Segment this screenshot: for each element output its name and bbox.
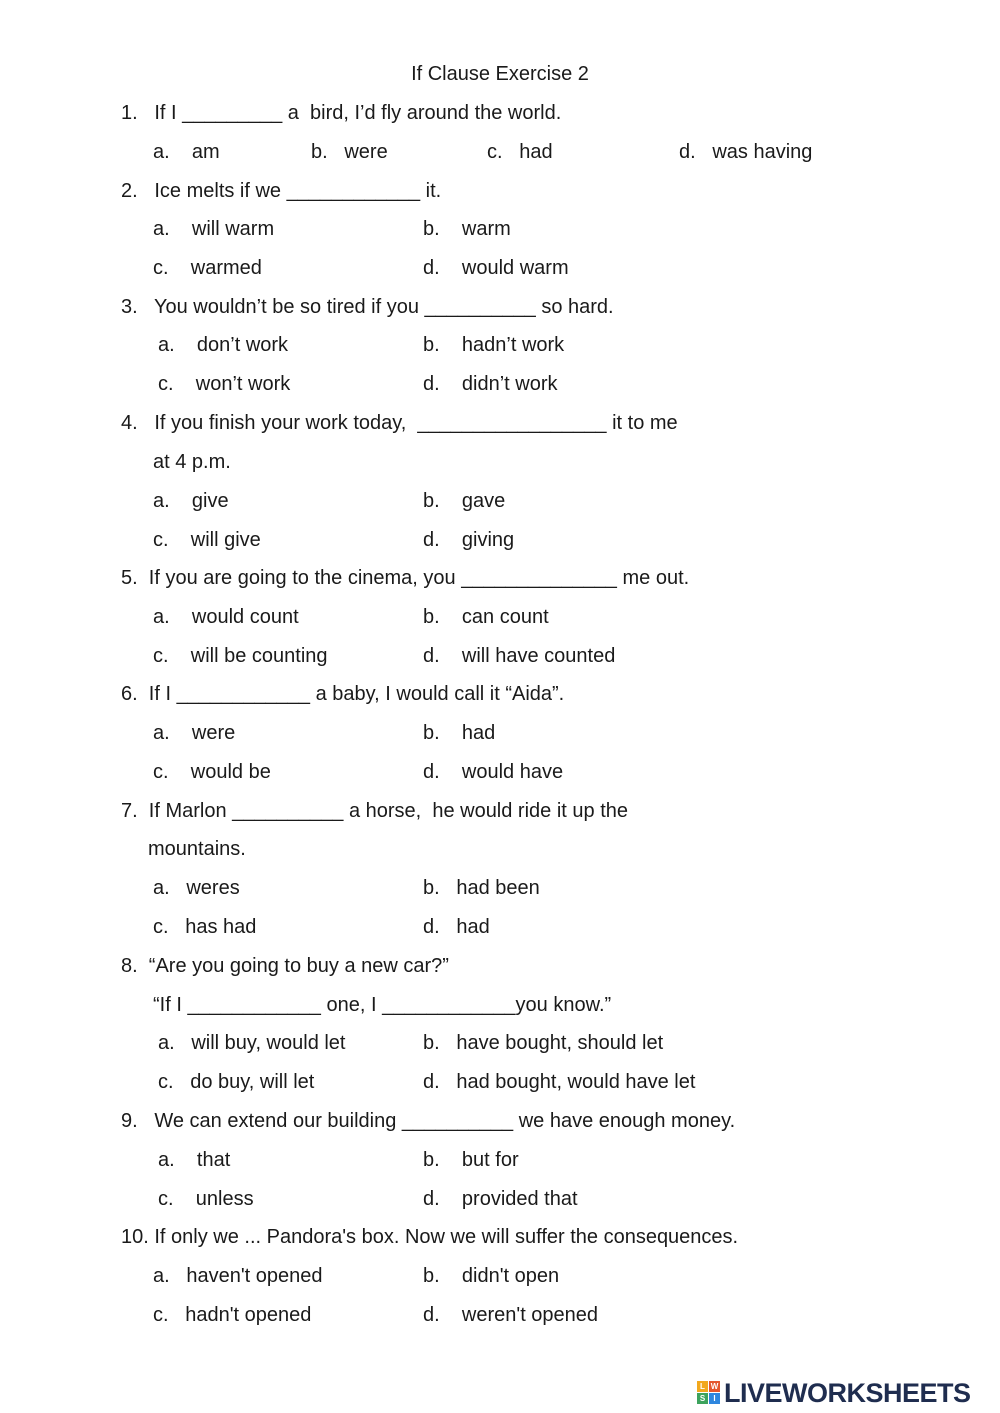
question-2: 2. Ice melts if we ____________ it.	[121, 180, 442, 202]
q6-option-d[interactable]: d. would have	[423, 761, 564, 783]
logo-mark-icon	[697, 1381, 721, 1405]
q6-option-b[interactable]: b. had	[423, 722, 496, 744]
q5-option-b[interactable]: b. can count	[423, 606, 549, 628]
q10-option-c[interactable]: c. hadn't opened	[153, 1304, 312, 1326]
q6-option-c[interactable]: c. would be	[153, 761, 271, 783]
question-7-continuation: mountains.	[148, 838, 246, 860]
q7-option-d[interactable]: d. had	[423, 916, 490, 938]
q3-option-c[interactable]: c. won’t work	[158, 373, 291, 395]
q1-option-c[interactable]: c. had	[487, 141, 553, 163]
page-title: If Clause Exercise 2	[411, 63, 589, 85]
question-4-continuation: at 4 p.m.	[153, 451, 231, 473]
logo-mark-tile: S	[697, 1393, 708, 1404]
logo-text: LIVEWORKSHEETS	[724, 1377, 971, 1408]
q8-option-c[interactable]: c. do buy, will let	[158, 1071, 315, 1093]
q1-option-d[interactable]: d. was having	[679, 141, 813, 163]
question-9: 9. We can extend our building __________ we have enough money.	[121, 1110, 736, 1132]
question-8-continuation: “If I ____________ one, I ____________you know.”	[153, 994, 612, 1016]
q8-option-d[interactable]: d. had bought, would have let	[423, 1071, 696, 1093]
question-1: 1. If I _________ a bird, I’d fly around the world.	[121, 102, 562, 124]
logo-mark-tile: L	[697, 1381, 708, 1392]
q4-option-b[interactable]: b. gave	[423, 490, 506, 512]
q2-option-d[interactable]: d. would warm	[423, 257, 569, 279]
q10-option-b[interactable]: b. didn't open	[423, 1265, 560, 1287]
q9-option-b[interactable]: b. but for	[423, 1149, 519, 1171]
q7-option-c[interactable]: c. has had	[153, 916, 257, 938]
q9-option-c[interactable]: c. unless	[158, 1188, 254, 1210]
liveworksheets-logo[interactable]	[697, 1379, 971, 1407]
question-10: 10. If only we ... Pandora's box. Now we will suffer the consequences.	[121, 1226, 739, 1248]
q4-option-c[interactable]: c. will give	[153, 529, 261, 551]
question-3: 3. You wouldn’t be so tired if you __________ so hard.	[121, 296, 614, 318]
q8-option-a[interactable]: a. will buy, would let	[158, 1032, 346, 1054]
q3-option-d[interactable]: d. didn’t work	[423, 373, 558, 395]
question-8: 8. “Are you going to buy a new car?”	[121, 955, 449, 977]
q5-option-c[interactable]: c. will be counting	[153, 645, 328, 667]
q1-option-b[interactable]: b. were	[311, 141, 388, 163]
q10-option-d[interactable]: d. weren't opened	[423, 1304, 599, 1326]
q10-option-a[interactable]: a. haven't opened	[153, 1265, 323, 1287]
q1-option-a[interactable]: a. am	[153, 141, 220, 163]
q5-option-d[interactable]: d. will have counted	[423, 645, 616, 667]
q2-option-c[interactable]: c. warmed	[153, 257, 262, 279]
q4-option-a[interactable]: a. give	[153, 490, 229, 512]
q9-option-a[interactable]: a. that	[158, 1149, 231, 1171]
q3-option-b[interactable]: b. hadn’t work	[423, 334, 565, 356]
logo-mark-tile: I	[709, 1393, 720, 1404]
q7-option-b[interactable]: b. had been	[423, 877, 540, 899]
q2-option-a[interactable]: a. will warm	[153, 218, 275, 240]
logo-mark-tile: W	[710, 1382, 719, 1391]
question-4: 4. If you finish your work today, _________________ it to me	[121, 412, 678, 434]
question-5: 5. If you are going to the cinema, you ______________ me out.	[121, 567, 690, 589]
q2-option-b[interactable]: b. warm	[423, 218, 511, 240]
question-6: 6. If I ____________ a baby, I would call it “Aida”.	[121, 683, 565, 705]
q3-option-a[interactable]: a. don’t work	[158, 334, 289, 356]
q8-option-b[interactable]: b. have bought, should let	[423, 1032, 664, 1054]
q6-option-a[interactable]: a. were	[153, 722, 236, 744]
q5-option-a[interactable]: a. would count	[153, 606, 299, 628]
question-7: 7. If Marlon __________ a horse, he would ride it up the	[121, 800, 629, 822]
q9-option-d[interactable]: d. provided that	[423, 1188, 578, 1210]
q4-option-d[interactable]: d. giving	[423, 529, 515, 551]
q7-option-a[interactable]: a. weres	[153, 877, 240, 899]
